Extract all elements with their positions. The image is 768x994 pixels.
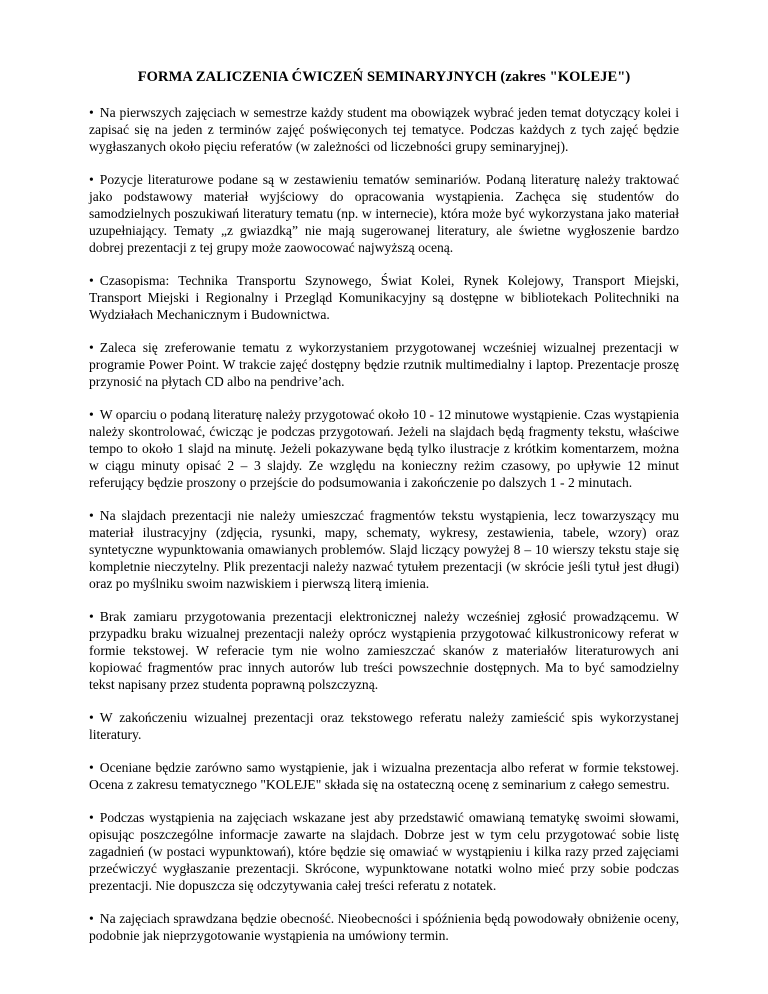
bullet-icon: • xyxy=(89,340,94,355)
bullet-icon: • xyxy=(89,710,94,725)
paragraph-text: Brak zamiaru przygotowania prezentacji elektronicznej należy wcześniej zgłosić prowadzącemu. W przypadku braku wizualnej prezentacji należy oprócz wystąpienia przygotować kilkustronicowy referat w formie tekstowej. W referacie tym nie wolno zamieszczać skanów z materiałów literaturowych ani kopiować fragmentów prac innych autorów lub treści powszechnie dostępnych. Ma to być samodzielny tekst napisany przez studenta poprawną polszczyzną. xyxy=(89,609,679,692)
document-page xyxy=(89,68,679,960)
paragraph-timing xyxy=(89,406,679,491)
paragraph-text: Czasopisma: Technika Transportu Szynowego, Świat Kolei, Rynek Kolejowy, Transport Miejski, Transport Miejski i Regionalny i Przegląd Komunikacyjny są dostępne w bibliotekach Politechniki na Wydziałach Mechanicznym i Budownictwa. xyxy=(89,273,679,322)
paragraph-text: Na pierwszych zajęciach w semestrze każdy student ma obowiązek wybrać jeden temat dotyczący kolei i zapisać się na jeden z terminów zajęć poświęconych tej tematyce. Podczas każdych z tych zajęć będzie wygłaszanych około pięciu referatów (w zależności od liczebności grupy seminaryjnej). xyxy=(89,105,679,154)
bullet-icon: • xyxy=(89,760,94,775)
paragraph-journals xyxy=(89,272,679,323)
paragraph-text: Pozycje literaturowe podane są w zestawieniu tematów seminariów. Podaną literaturę należy traktować jako podstawowy materiał wyjściowy do opracowania wystąpienia. Zachęca się studentów do samodzielnych poszukiwań literatury tematu (np. w internecie), która może być wykorzystana jako materiał uzupełniający. Tematy „z gwiazdką” nie mają sugerowanej literatury, ale świetne wygłoszenie bardzo dobrej prezentacji z tej grupy może zaowocować najwyższą oceną. xyxy=(89,172,679,255)
bullet-icon: • xyxy=(89,172,94,187)
paragraph-grading xyxy=(89,759,679,793)
bullet-icon: • xyxy=(89,810,94,825)
paragraph-text: Na slajdach prezentacji nie należy umieszczać fragmentów tekstu wystąpienia, lecz towarzyszący mu materiał ilustracyjny (zdjęcia, rysunki, mapy, schematy, wykresy, zestawienia, tabele, wzory) oraz syntetyczne wypunktowania omawianych problemów. Slajd liczący powyżej 8 – 10 wierszy tekstu staje się kompletnie nieczytelny. Plik prezentacji należy nazwać tytułem prezentacji (w skrócie jeśli tytuł jest długi) oraz po myślniku swoim nazwiskiem i pierwszą literą imienia. xyxy=(89,508,679,591)
bullet-icon: • xyxy=(89,273,94,288)
paragraph-slides-content xyxy=(89,507,679,592)
paragraph-text: W oparciu o podaną literaturę należy przygotować około 10 - 12 minutowe wystąpienie. Czas wystąpienia należy skontrolować, ćwicząc je podczas przygotowań. Jeżeli na slajdach będą fragmenty tekstu, właściwe tempo to około 1 slajd na minutę. Jeżeli pokazywane będą tylko ilustracje z krótkim komentarzem, można w ciągu minuty opisać 2 – 3 slajdy. Ze względu na konieczny reżim czasowy, po upływie 12 minut referujący będzie proszony o przejście do podsumowania i zakończenie po dalszych 1 - 2 minutach. xyxy=(89,407,679,490)
paragraph-text: Zaleca się zreferowanie tematu z wykorzystaniem przygotowanej wcześniej wizualnej prezentacji w programie Power Point. W trakcie zajęć dostępny będzie rzutnik multimedialny i laptop. Prezentacje proszę przynosić na płytach CD albo na pendrive’ach. xyxy=(89,340,679,389)
paragraph-powerpoint xyxy=(89,339,679,390)
bullet-icon: • xyxy=(89,508,94,523)
document-title: FORMA ZALICZENIA ĆWICZEŃ SEMINARYJNYCH (zakres "KOLEJE") xyxy=(137,69,631,85)
paragraph-text: Oceniane będzie zarówno samo wystąpienie, jak i wizualna prezentacja albo referat w formie tekstowej. Ocena z zakresu tematycznego "KOLEJE" składa się na ostateczną ocenę z seminarium z całego semestru. xyxy=(89,760,679,792)
bullet-icon: • xyxy=(89,105,94,120)
paragraph-bibliography xyxy=(89,709,679,743)
paragraph-text: Na zajęciach sprawdzana będzie obecność. Nieobecności i spóźnienia będą powodowały obniżenie oceny, podobnie jak nieprzygotowanie wystąpienia na umówiony termin. xyxy=(89,911,679,943)
paragraph-text: Podczas wystąpienia na zajęciach wskazane jest aby przedstawić omawianą tematykę swoimi słowami, opisując poszczególne informacje zawarte na slajdach. Dobrze jest w tym celu przygotować sobie listę zagadnień (w postaci wypunktowań), które będzie się omawiać w wystąpieniu i kilka razy przed zajęciami przećwiczyć wygłaszanie prezentacji. Skrócone, wypunktowane notatki wolno mieć przy sobie podczas prezentacji. Nie dopuszcza się odczytywania całej treści referatu z notatek. xyxy=(89,810,679,893)
paragraph-literature xyxy=(89,171,679,256)
bullet-icon: • xyxy=(89,407,94,422)
paragraph-first-class-registration xyxy=(89,104,679,155)
bullet-icon: • xyxy=(89,609,94,624)
paragraph-delivery xyxy=(89,809,679,894)
paragraph-no-presentation xyxy=(89,608,679,693)
paragraph-text: W zakończeniu wizualnej prezentacji oraz tekstowego referatu należy zamieścić spis wykorzystanej literatury. xyxy=(89,710,679,742)
paragraph-attendance xyxy=(89,910,679,944)
bullet-icon: • xyxy=(89,911,94,926)
